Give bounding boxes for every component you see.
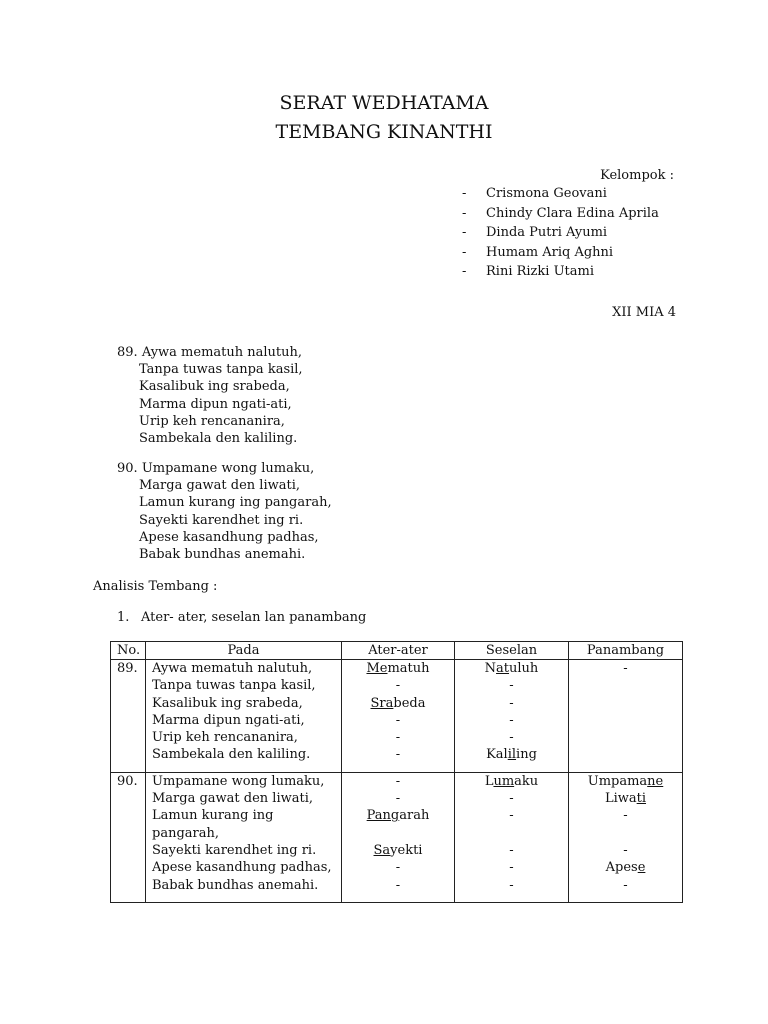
table-header-row (111, 642, 683, 660)
item-text: Ater- ater, seselan lan panambang (141, 610, 367, 625)
cell-line: Srabeda (370, 695, 426, 711)
pada-line: pangarah, (152, 825, 219, 841)
seselan-cell (455, 772, 569, 902)
list-dash: - (462, 264, 467, 280)
member-item (462, 186, 659, 206)
pada-line: Kasalibuk ing srabeda, (152, 695, 303, 711)
cell-line: - (509, 712, 514, 728)
underlined-affix: Sra (370, 695, 394, 711)
list-dash: - (462, 225, 467, 241)
cell-line: - (623, 877, 628, 893)
underlined-affix: Sa (373, 842, 391, 858)
cell-line: Mematuh (366, 661, 430, 676)
seselan-cell (455, 660, 569, 773)
pada-line: Sayekti karendhet ing ri. (152, 842, 317, 858)
verse-number: 89. (117, 345, 138, 360)
cell-line: - (395, 678, 401, 694)
cell-line: - (509, 730, 514, 746)
underlined-affix: Me (366, 661, 388, 676)
cell-line: Kaliling (486, 747, 537, 763)
document-title: SERAT WEDHATAMA (279, 92, 489, 114)
cell-line: Pangarah (366, 808, 430, 824)
cell-line: - (395, 747, 401, 763)
analysis-table (110, 641, 683, 903)
member-name: Rini Rizki Utami (486, 264, 594, 280)
cell-line: - (395, 712, 401, 728)
analysis-heading: Analisis Tembang : (93, 579, 218, 594)
cell-line (348, 825, 448, 842)
list-dash: - (462, 244, 467, 260)
verse-line (117, 345, 303, 362)
item-number: 1. (117, 610, 130, 625)
cell-line: - (509, 678, 514, 694)
verse-line: Kasalibuk ing srabeda, (139, 379, 290, 395)
column-header: Seselan (455, 642, 569, 660)
member-item (462, 264, 659, 284)
cell-line (575, 825, 676, 842)
underlined-affix: ti (636, 791, 647, 807)
verse-text: Umpamane wong lumaku, (141, 461, 315, 476)
document-subtitle: TEMBANG KINANTHI (275, 121, 493, 143)
pada-line: Marga gawat den liwati, (152, 791, 314, 807)
verse-line (117, 461, 332, 478)
panambang-cell (569, 660, 683, 773)
row-number: 90. (111, 772, 146, 902)
verse-line: Urip keh rencananira, (139, 413, 285, 429)
cell-line: Apese (605, 860, 646, 876)
verse-line: Tanpa tuwas tanpa kasil, (139, 362, 303, 378)
analysis-item (117, 610, 366, 625)
cell-line: - (395, 791, 401, 807)
member-name: Crismona Geovani (486, 186, 607, 201)
verse-line: Lamun kurang ing pangarah, (139, 495, 332, 511)
cell-line: - (395, 860, 401, 876)
cell-line: - (509, 877, 514, 893)
cell-line: - (509, 842, 514, 858)
verse-89 (117, 345, 303, 448)
pada-line: Aywa mematuh nalutuh, (152, 661, 313, 676)
verse-90 (117, 461, 332, 564)
cell-line: - (623, 661, 628, 676)
underlined-affix: e (637, 860, 646, 876)
underlined-affix: il (507, 747, 517, 763)
cell-line: Natuluh (484, 661, 539, 676)
member-name: Chindy Clara Edina Aprila (486, 205, 659, 221)
underlined-affix: at (496, 661, 510, 676)
cell-line: - (395, 877, 401, 893)
member-name: Dinda Putri Ayumi (486, 225, 608, 241)
cell-line: - (509, 860, 514, 876)
underlined-affix: Pang (366, 808, 400, 824)
member-name: Humam Ariq Aghni (486, 244, 614, 260)
cell-line: Sayekti (373, 842, 423, 858)
verse-line: Marga gawat den liwati, (139, 478, 301, 494)
pada-line: Sambekala den kaliling. (152, 747, 311, 763)
class-label: XII MIA 4 (612, 305, 676, 320)
panambang-cell (569, 772, 683, 902)
group-label: Kelompok : (600, 168, 674, 183)
row-number: 89. (111, 660, 146, 773)
ater-ater-cell (342, 772, 455, 902)
pada-line: Urip keh rencananira, (152, 730, 298, 746)
cell-line (461, 825, 562, 842)
cell-line: - (509, 695, 514, 711)
member-list (462, 186, 659, 284)
cell-line: - (623, 842, 628, 858)
verse-line: Babak bundhas anemahi. (139, 546, 306, 562)
pada-line: Apese kasandhung padhas, (152, 860, 332, 876)
cell-line: - (623, 808, 628, 824)
list-dash: - (462, 205, 467, 221)
verse-number: 90. (117, 461, 138, 476)
cell-line: Umpamane (587, 773, 664, 789)
underlined-affix: um (493, 773, 515, 789)
pada-line: Marma dipun ngati-ati, (152, 712, 305, 728)
list-dash: - (462, 186, 467, 201)
verse-line: Marma dipun ngati-ati, (139, 396, 292, 412)
cell-line: - (509, 808, 514, 824)
table-row (111, 772, 683, 902)
column-header: No. (111, 642, 146, 660)
ater-ater-cell (342, 660, 455, 773)
pada-cell (146, 772, 342, 902)
cell-line: - (395, 773, 401, 789)
table-row (111, 660, 683, 773)
column-header: Panambang (569, 642, 683, 660)
pada-line: Umpamane wong lumaku, (152, 773, 325, 789)
pada-line: Babak bundhas anemahi. (152, 877, 319, 893)
pada-line: Lamun kurang ing (152, 808, 274, 824)
cell-line: - (395, 730, 401, 746)
verse-text: Aywa mematuh nalutuh, (141, 345, 302, 360)
member-item (462, 245, 659, 265)
cell-line: - (509, 791, 514, 807)
column-header: Pada (146, 642, 342, 660)
cell-line: Liwati (604, 791, 647, 807)
verse-line: Sayekti karendhet ing ri. (139, 512, 304, 528)
member-item (462, 206, 659, 226)
underlined-affix: ne (647, 773, 664, 789)
verse-line: Apese kasandhung padhas, (139, 529, 319, 545)
pada-cell (146, 660, 342, 773)
column-header: Ater-ater (342, 642, 455, 660)
member-item (462, 225, 659, 245)
pada-line: Tanpa tuwas tanpa kasil, (152, 678, 316, 694)
cell-line: Lumaku (484, 773, 539, 789)
verse-line: Sambekala den kaliling. (139, 430, 298, 446)
